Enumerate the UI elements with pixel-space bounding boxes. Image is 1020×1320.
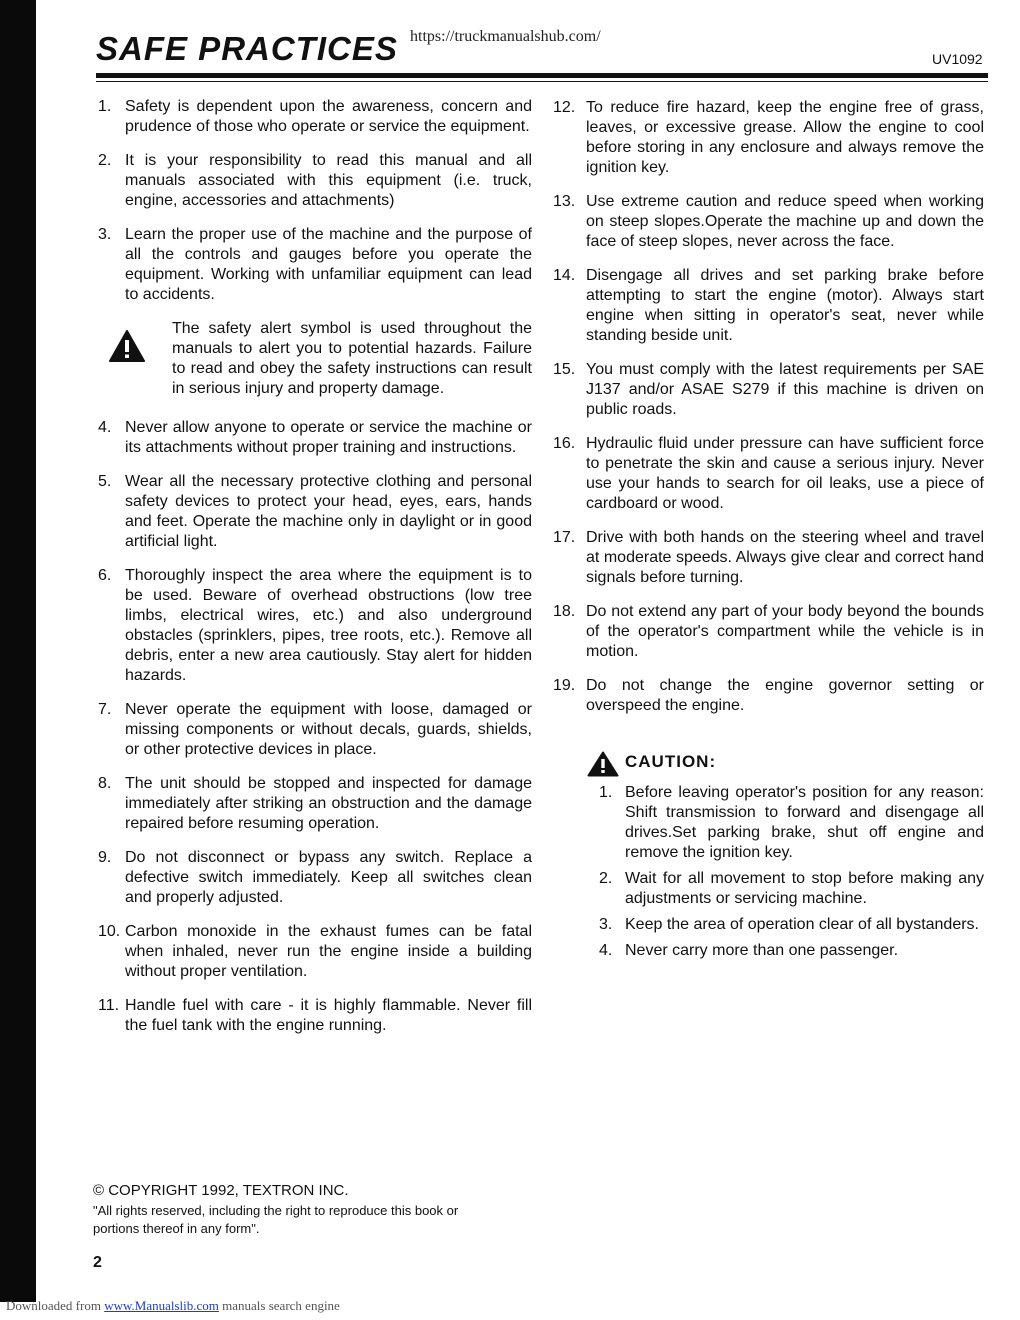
item-number: 5. xyxy=(98,473,112,490)
list-item xyxy=(98,922,532,982)
download-footer xyxy=(6,1298,340,1314)
caution-item xyxy=(599,915,984,935)
item-number: 14. xyxy=(553,267,576,284)
item-number: 16. xyxy=(553,435,576,452)
list-item xyxy=(553,360,984,420)
list-item xyxy=(553,434,984,514)
binding-edge xyxy=(0,0,36,1302)
caution-list xyxy=(599,783,984,961)
item-text: Carbon monoxide in the exhaust fumes can be fatal when inhaled, never run the engine inside a building without proper ventilation. xyxy=(125,923,532,980)
item-number: 6. xyxy=(98,567,112,584)
item-text: Safety is dependent upon the awareness, concern and prudence of those who operate or service the equipment. xyxy=(125,98,532,135)
item-number: 15. xyxy=(553,361,576,378)
item-number: 9. xyxy=(98,849,112,866)
warning-triangle-icon xyxy=(108,329,146,369)
safety-alert-note xyxy=(98,319,532,399)
item-number: 19. xyxy=(553,677,576,694)
item-number: 2. xyxy=(599,870,613,887)
list-item xyxy=(98,774,532,834)
list-item xyxy=(553,192,984,252)
rights-notice: "All rights reserved, including the right to reproduce this book or portions thereof in any form". xyxy=(93,1203,459,1236)
item-number: 7. xyxy=(98,701,112,718)
source-url[interactable]: https://truckmanualshub.com/ xyxy=(410,28,601,45)
caution-label: CAUTION: xyxy=(625,752,717,771)
item-text: Hydraulic fluid under pressure can have sufficient force to penetrate the skin and cause a serious injury. Never use your hands to search for oil leaks, use a piece of cardboard or wood. xyxy=(586,435,984,512)
list-item xyxy=(553,676,984,716)
caution-item xyxy=(599,783,984,863)
item-number: 2. xyxy=(98,152,112,169)
list-item xyxy=(98,225,532,305)
list-item xyxy=(98,151,532,211)
list-item xyxy=(98,472,532,552)
copyright-line: © COPYRIGHT 1992, TEXTRON INC. xyxy=(93,1182,349,1199)
item-number: 10. xyxy=(98,923,121,940)
page-number: 2 xyxy=(93,1254,102,1271)
item-text: Do not disconnect or bypass any switch. Replace a defective switch immediately. Keep all switches clean and properly adjusted. xyxy=(125,849,532,906)
list-item xyxy=(98,97,532,137)
item-number: 4. xyxy=(599,942,613,959)
footer-suffix: manuals search engine xyxy=(218,1298,340,1313)
copyright-block xyxy=(93,1182,473,1238)
page-title: SAFE PRACTICES xyxy=(96,30,398,67)
list-item xyxy=(98,418,532,458)
item-text: Disengage all drives and set parking brake before attempting to start the engine (motor). Always start engine when sitting in operator's seat, never while standing beside unit. xyxy=(586,267,984,344)
item-number: 12. xyxy=(553,99,576,116)
header-rule-thick xyxy=(96,73,988,78)
item-number: 13. xyxy=(553,193,576,210)
item-text: Before leaving operator's position for any reason: Shift transmission to forward and disengage all drives.Set parking brake, shut off engine and remove the ignition key. xyxy=(625,784,984,861)
item-text: Never carry more than one passenger. xyxy=(625,942,899,959)
item-text: Wear all the necessary protective clothing and personal safety devices to protect your head, eyes, ears, hands and feet. Operate the machine only in daylight or in good artificial light. xyxy=(125,473,532,550)
left-column xyxy=(98,97,532,1036)
item-text: Wait for all movement to stop before making any adjustments or servicing machine. xyxy=(625,870,984,907)
footer-prefix: Downloaded from xyxy=(6,1298,105,1313)
caution-item xyxy=(599,869,984,909)
item-text: Never operate the equipment with loose, damaged or missing components or without decals, guards, shields, or other protective devices in place. xyxy=(125,701,532,758)
item-number: 17. xyxy=(553,529,576,546)
item-text: Learn the proper use of the machine and the purpose of all the controls and gauges before you operate the equipment. Working with unfamiliar equipment can lead to accidents. xyxy=(125,226,532,303)
warning-triangle-icon xyxy=(587,751,619,783)
item-text: Handle fuel with care - it is highly flammable. Never fill the fuel tank with the engine running. xyxy=(125,997,532,1034)
list-item xyxy=(98,996,532,1036)
caution-heading xyxy=(587,751,984,775)
item-text: Never allow anyone to operate or service the machine or its attachments without proper training and instructions. xyxy=(125,419,532,456)
item-text: Use extreme caution and reduce speed when working on steep slopes.Operate the machine up and down the face of steep slopes, never across the face. xyxy=(586,193,984,250)
item-text: To reduce fire hazard, keep the engine free of grass, leaves, or excessive grease. Allow the engine to cool before storing in any enclosure and always remove the ignition key. xyxy=(586,99,984,176)
item-text: The unit should be stopped and inspected for damage immediately after striking an obstruction and the damage repaired before resuming operation. xyxy=(125,775,532,832)
right-column xyxy=(553,98,984,961)
safety-alert-text: The safety alert symbol is used throughout the manuals to alert you to potential hazards. Failure to read and obey the safety instructions can result in serious injury and property damage. xyxy=(172,320,532,397)
list-item xyxy=(98,700,532,760)
item-text: Keep the area of operation clear of all bystanders. xyxy=(625,916,979,933)
item-text: You must comply with the latest requirements per SAE J137 and/or ASAE S279 if this machine is driven on public roads. xyxy=(586,361,984,418)
item-text: Do not change the engine governor setting or overspeed the engine. xyxy=(586,677,984,714)
item-text: Thoroughly inspect the area where the equipment is to be used. Beware of overhead obstructions (low tree limbs, electrical wires, etc.) and also underground obstacles (sprinklers, pipes, tree roots, etc.). Remove all debris, enter a new area cautiously. Stay alert for hidden hazards. xyxy=(125,567,532,684)
item-text: Drive with both hands on the steering wheel and travel at moderate speeds. Always give clear and correct hand signals before turning. xyxy=(586,529,984,586)
list-item xyxy=(553,98,984,178)
list-item xyxy=(98,566,532,686)
list-item xyxy=(98,848,532,908)
header-rule-thin xyxy=(96,81,988,82)
list-item xyxy=(553,266,984,346)
item-number: 4. xyxy=(98,419,112,436)
list-item xyxy=(553,528,984,588)
item-number: 3. xyxy=(599,916,613,933)
item-number: 3. xyxy=(98,226,112,243)
item-number: 11. xyxy=(98,997,120,1014)
item-number: 18. xyxy=(553,603,576,620)
model-number: UV1092 xyxy=(932,51,983,67)
caution-item xyxy=(599,941,984,961)
item-text: Do not extend any part of your body beyond the bounds of the operator's compartment while the vehicle is in motion. xyxy=(586,603,984,660)
item-number: 8. xyxy=(98,775,112,792)
manualslib-link[interactable]: www.Manualslib.com xyxy=(104,1298,219,1313)
item-number: 1. xyxy=(98,98,112,115)
list-item xyxy=(553,602,984,662)
item-number: 1. xyxy=(599,784,613,801)
item-text: It is your responsibility to read this manual and all manuals associated with this equipment (i.e. truck, engine, accessories and attachments) xyxy=(125,152,532,209)
